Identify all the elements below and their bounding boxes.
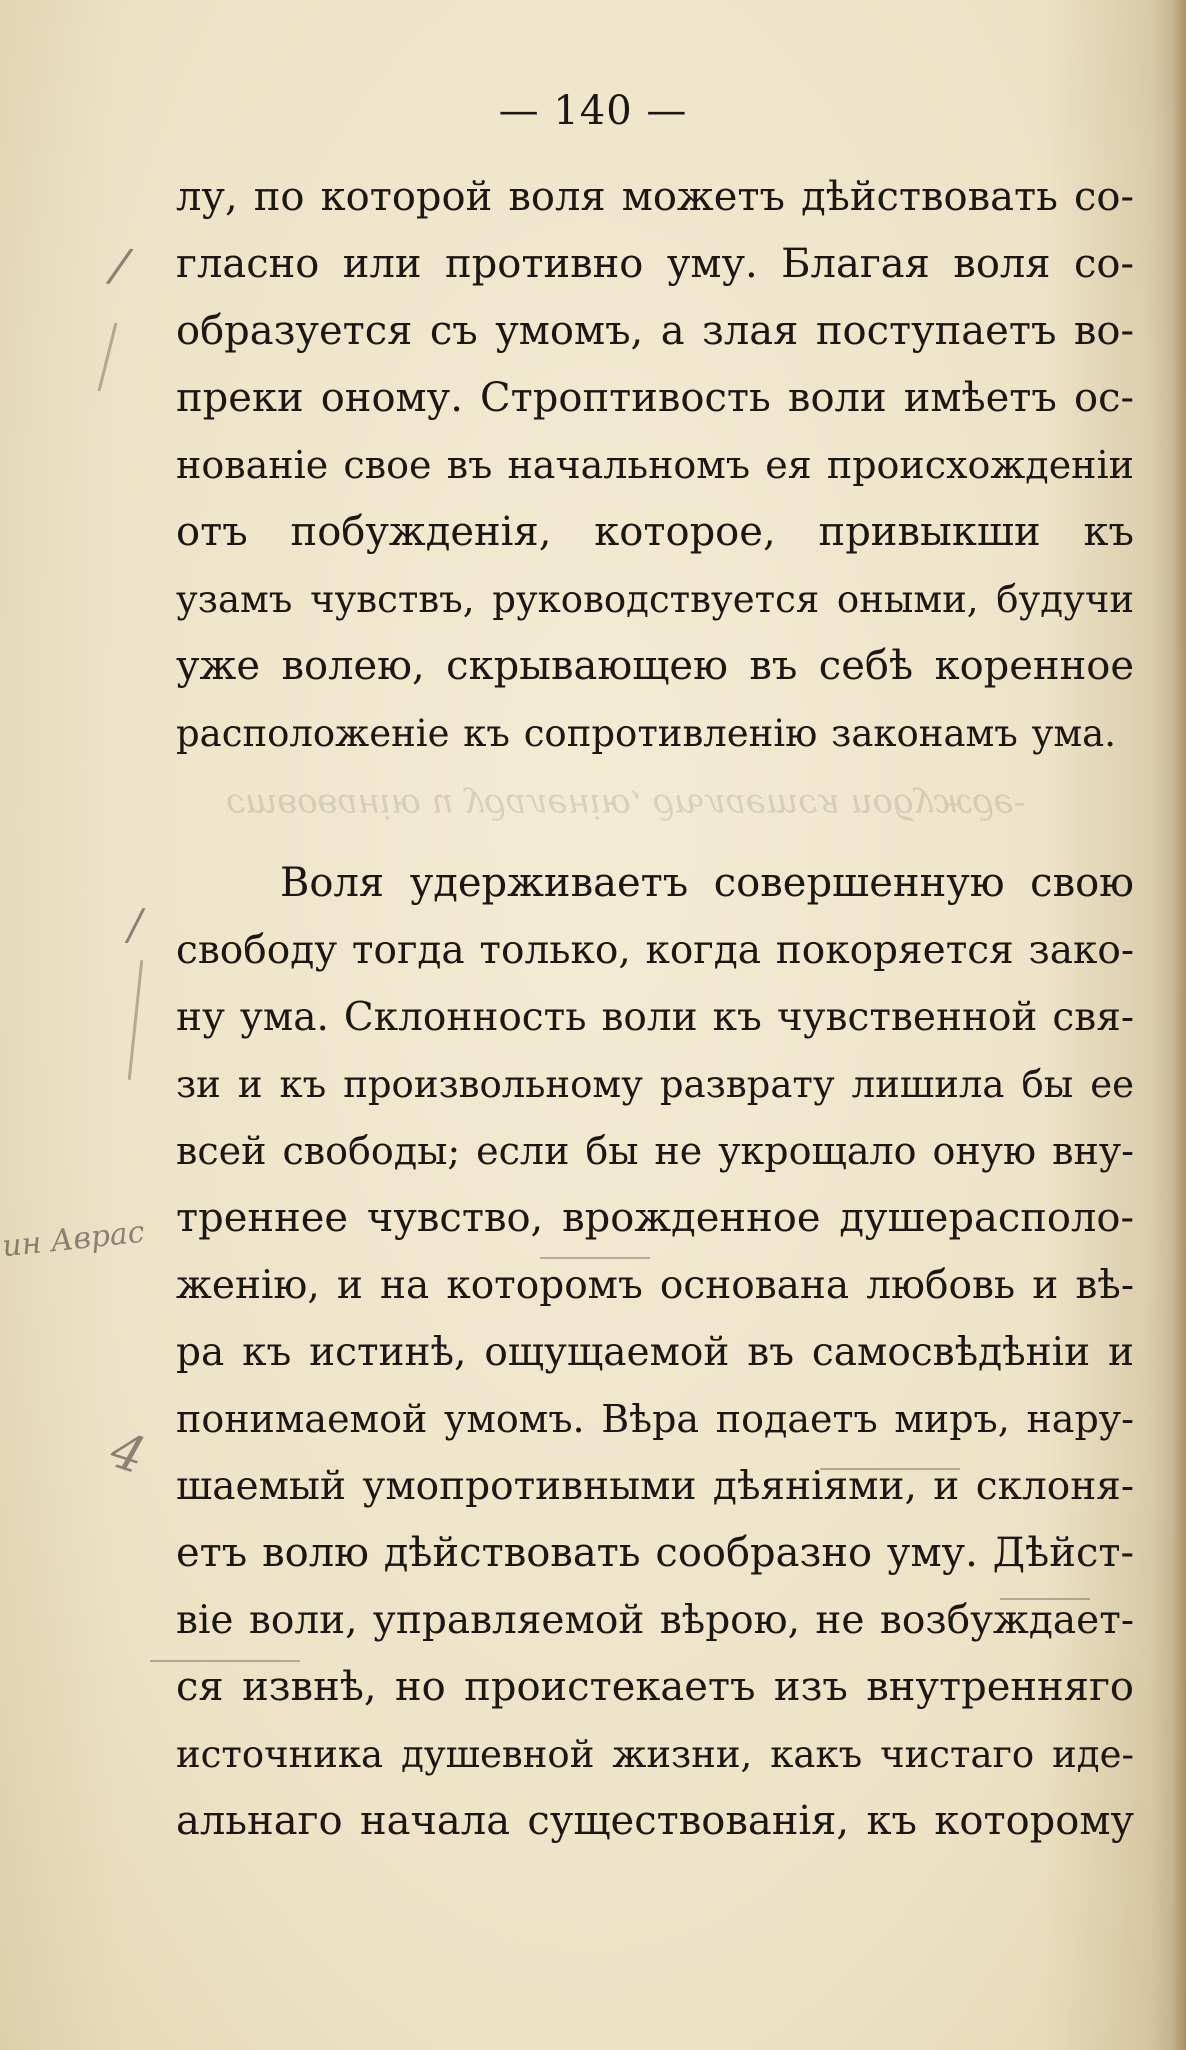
pencil-underline xyxy=(820,1468,960,1470)
pencil-underline xyxy=(540,1257,650,1259)
pencil-underline xyxy=(150,1660,300,1662)
paragraph-2 xyxy=(176,850,1134,1855)
margin-note: / xyxy=(128,900,143,949)
text-line: Воля удерживаетъ совершенную свою xyxy=(280,860,1134,906)
paragraph-1 xyxy=(176,164,1134,767)
text-line: альнаго начала существованія, къ которому xyxy=(176,1798,1134,1844)
margin-note: 4 xyxy=(103,1420,152,1486)
margin-note: / xyxy=(108,237,132,293)
text-line: преки оному. Строптивость воли имѣетъ ос- xyxy=(176,375,1134,421)
text-line: узамъ чувствъ, руководствуется оными, будучи xyxy=(176,578,1134,621)
bleed-through-text: ствованію и удаленію, дѣлается побужде- xyxy=(226,786,1026,826)
text-line: лу, по которой воля можетъ дѣйствовать со- xyxy=(176,174,1134,220)
text-line: зи и къ произвольному разврату лишила бы ее xyxy=(176,1063,1134,1106)
text-line: всей свободы; если бы не укрощало оную вну- xyxy=(176,1129,1134,1173)
text-line: ся извнѣ, но проистекаетъ изъ внутренняго xyxy=(176,1664,1134,1710)
text-line: уже волею, скрывающею въ себѣ коренное xyxy=(176,643,1134,689)
text-line: ну ума. Склонность воли къ чувственной свя- xyxy=(176,995,1134,1040)
text-line: источника душевной жизни, какъ чистаго иде- xyxy=(176,1733,1134,1776)
text-line: етъ волю дѣйствовать сообразно уму. Дѣйст- xyxy=(176,1530,1134,1576)
text-line: ра къ истинѣ, ощущаемой въ самосвѣдѣніи и xyxy=(176,1330,1134,1375)
text-line: понимаемой умомъ. Вѣра подаетъ миръ, нару- xyxy=(176,1397,1134,1441)
text-line: гласно или противно уму. Благая воля со- xyxy=(176,241,1134,287)
text-line: расположеніе къ сопротивленію законамъ ума. xyxy=(176,712,1116,755)
margin-note: ин Аврас xyxy=(0,1214,147,1265)
page-edge xyxy=(1172,0,1186,2050)
text-line: женію, и на которомъ основана любовь и вѣ- xyxy=(176,1263,1134,1308)
text-line: треннее чувство, врожденное душерасполо- xyxy=(176,1195,1134,1241)
text-line: нованіе свое въ начальномъ ея происхожденіи xyxy=(176,443,1134,487)
pencil-mark xyxy=(128,960,144,1080)
text-line: отъ побужденія, которое, привыкши къ xyxy=(176,509,1134,555)
text-line: образуется съ умомъ, а злая поступаетъ во- xyxy=(176,308,1134,354)
text-line: свободу тогда только, когда покоряется зако- xyxy=(176,928,1134,973)
text-line: віе воли, управляемой вѣрою, не возбуждает- xyxy=(176,1598,1134,1643)
text-line: шаемый умопротивными дѣяніями, и склоня- xyxy=(176,1464,1134,1509)
pencil-underline xyxy=(1000,1598,1090,1600)
pencil-mark xyxy=(98,323,118,392)
page-number: — 140 — xyxy=(498,88,688,134)
